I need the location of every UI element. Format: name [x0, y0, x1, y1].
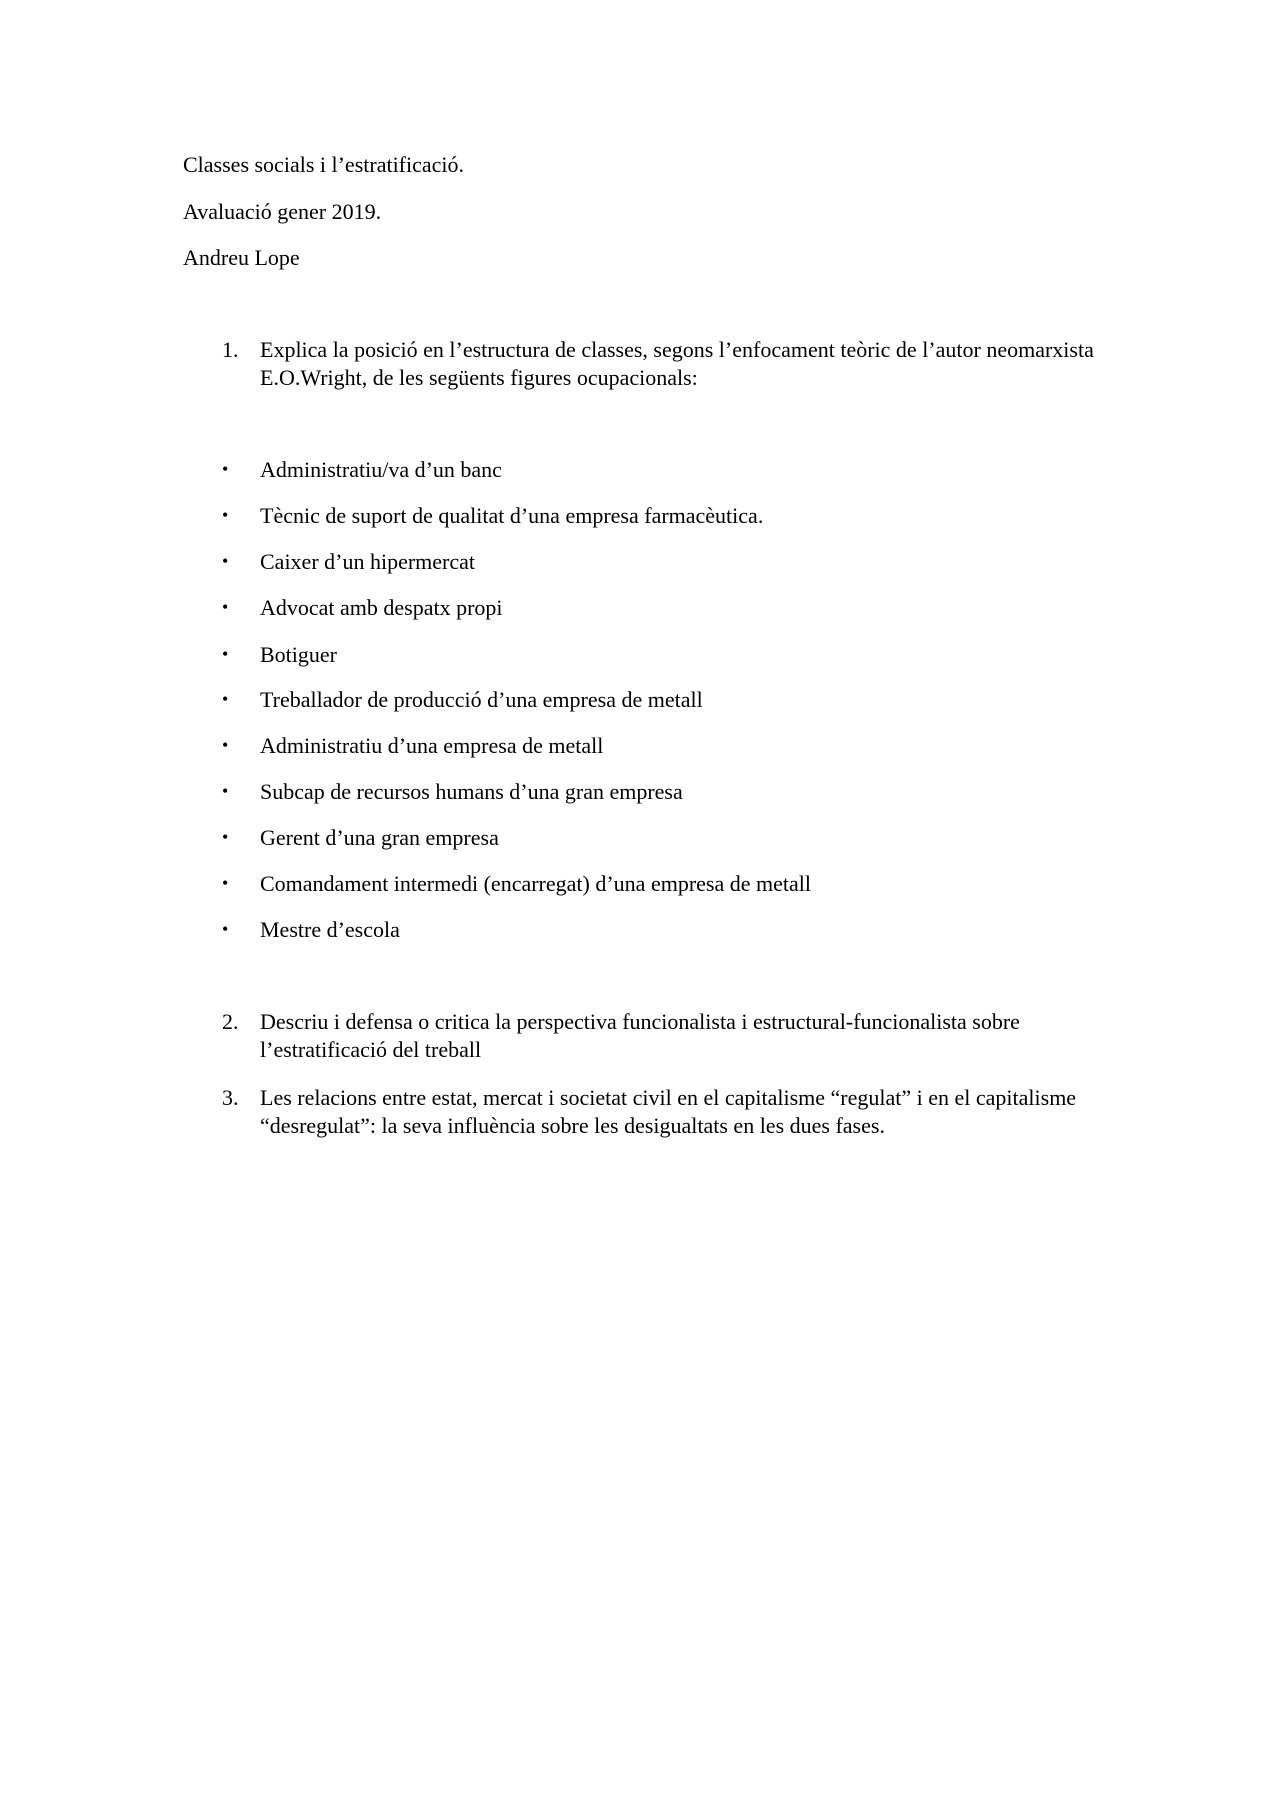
list-item — [222, 641, 1122, 669]
bullet-icon: • — [222, 644, 229, 664]
list-item — [222, 916, 1122, 944]
occupation-text: Tècnic de suport de qualitat d’una empresa farmacèutica. — [260, 503, 764, 528]
occupation-text: Mestre d’escola — [260, 917, 400, 942]
question-text: Descriu i defensa o critica la perspectiva funcionalista i estructural-funcionalista sobre l’estratificació del treball — [260, 1009, 1020, 1062]
bullet-icon: • — [222, 505, 229, 525]
list-item — [222, 778, 1122, 806]
occupation-text: Administratiu/va d’un banc — [260, 457, 502, 482]
list-item — [222, 594, 1122, 622]
bullet-icon: • — [222, 551, 229, 571]
list-item — [222, 824, 1122, 852]
list-item — [222, 502, 1122, 530]
occupation-text: Treballador de producció d’una empresa de metall — [260, 687, 703, 712]
bullet-icon: • — [222, 827, 229, 847]
question-text: Explica la posició en l’estructura de classes, segons l’enfocament teòric de l’autor neomarxista E.O.Wright, de les següents figures ocupacionals: — [260, 337, 1094, 390]
question-number: 2. — [222, 1009, 239, 1034]
list-item — [222, 686, 1122, 714]
occupation-text: Advocat amb despatx propi — [260, 595, 503, 620]
list-item — [222, 870, 1122, 898]
bullet-icon: • — [222, 689, 229, 709]
bullet-icon: • — [222, 597, 229, 617]
occupation-text: Gerent d’una gran empresa — [260, 825, 499, 850]
occupation-text: Caixer d’un hipermercat — [260, 549, 476, 574]
occupation-text: Botiguer — [260, 642, 337, 667]
list-item — [222, 732, 1122, 760]
evaluation-date: Avaluació gener 2019. — [183, 199, 382, 224]
occupation-text: Administratiu d’una empresa de metall — [260, 733, 604, 758]
document-title: Classes socials i l’estratificació. — [183, 152, 465, 177]
occupation-text: Comandament intermedi (encarregat) d’una empresa de metall — [260, 871, 811, 896]
bullet-icon: • — [222, 781, 229, 801]
question-number: 1. — [222, 337, 239, 362]
list-item — [222, 548, 1122, 576]
list-item — [222, 456, 1122, 484]
bullet-icon: • — [222, 919, 229, 939]
bullet-icon: • — [222, 459, 229, 479]
author-name: Andreu Lope — [183, 245, 300, 270]
bullet-icon: • — [222, 735, 229, 755]
question-number: 3. — [222, 1085, 239, 1110]
occupation-text: Subcap de recursos humans d’una gran empresa — [260, 779, 683, 804]
question-text: Les relacions entre estat, mercat i societat civil en el capitalisme “regulat” i en el capitalisme “desregulat”: la seva influència sobre les desigualtats en les dues fases. — [260, 1085, 1077, 1138]
bullet-icon: • — [222, 873, 229, 893]
